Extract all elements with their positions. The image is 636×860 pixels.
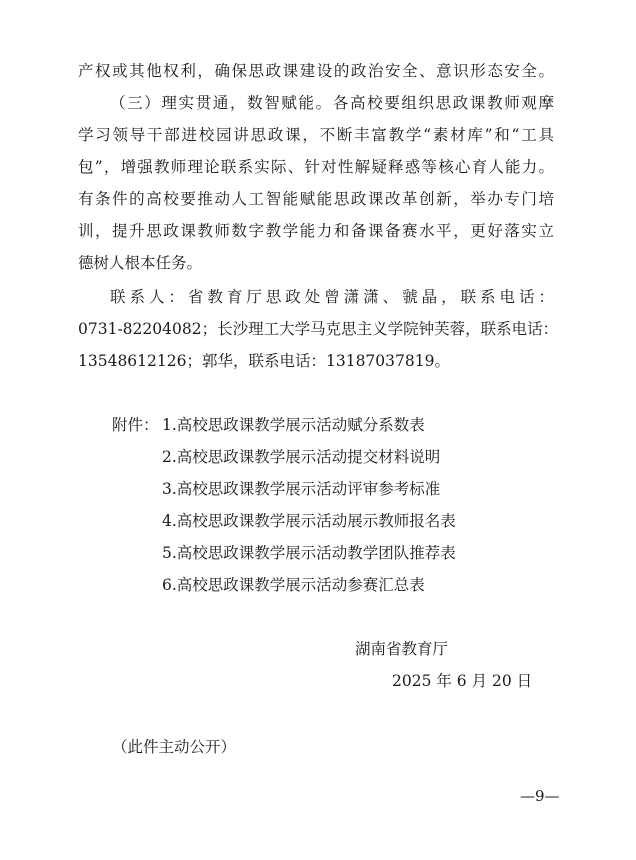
paragraph-3-line-5: 训，提升思政课教师数字教学能力和备课备赛水平，更好落实立: [78, 222, 554, 240]
attachment-item-4: 4.高校思政课教学展示活动展示教师报名表: [162, 512, 456, 530]
paragraph-3-line-4: 有条件的高校要推动人工智能赋能思政课改革创新，举办专门培: [78, 190, 554, 208]
paragraph-3-line-2: 学习领导干部进校园讲思政课，不断丰富教学“素材库”和“工具: [78, 126, 554, 144]
attachments-label: 附件：: [112, 416, 159, 434]
paragraph-3-line-6: 德树人根本任务。: [78, 254, 203, 272]
paragraph-continuation-line: 产权或其他权利，确保思政课建设的政治安全、意识形态安全。: [78, 62, 554, 80]
contact-line-3: 13548612126；郭华，联系电话：13187037819。: [78, 352, 450, 370]
signature-date: 2025 年 6 月 20 日: [392, 672, 533, 690]
page-number: —9—: [520, 787, 560, 805]
attachment-item-5: 5.高校思政课教学展示活动教学团队推荐表: [162, 544, 456, 562]
disclosure-note: （此件主动公开）: [112, 738, 237, 756]
paragraph-3-line-1: （三）理实贯通，数智赋能。各高校要组织思政课教师观摩: [110, 94, 554, 112]
signature-organization: 湖南省教育厅: [355, 640, 449, 658]
attachment-item-1: 1.高校思政课教学展示活动赋分系数表: [162, 416, 425, 434]
contact-line-1: 联系人：省教育厅思政处曾潇潇、虢晶，联系电话：: [110, 288, 554, 306]
paragraph-3-line-3: 包”，增强教师理论联系实际、针对性解疑释惑等核心育人能力。: [78, 158, 554, 176]
attachment-item-6: 6.高校思政课教学展示活动参赛汇总表: [162, 576, 425, 594]
attachment-item-2: 2.高校思政课教学展示活动提交材料说明: [162, 448, 441, 466]
contact-line-2: 0731-82204082；长沙理工大学马克思主义学院钟芙蓉，联系电话：: [78, 320, 559, 338]
attachment-item-3: 3.高校思政课教学展示活动评审参考标准: [162, 480, 441, 498]
